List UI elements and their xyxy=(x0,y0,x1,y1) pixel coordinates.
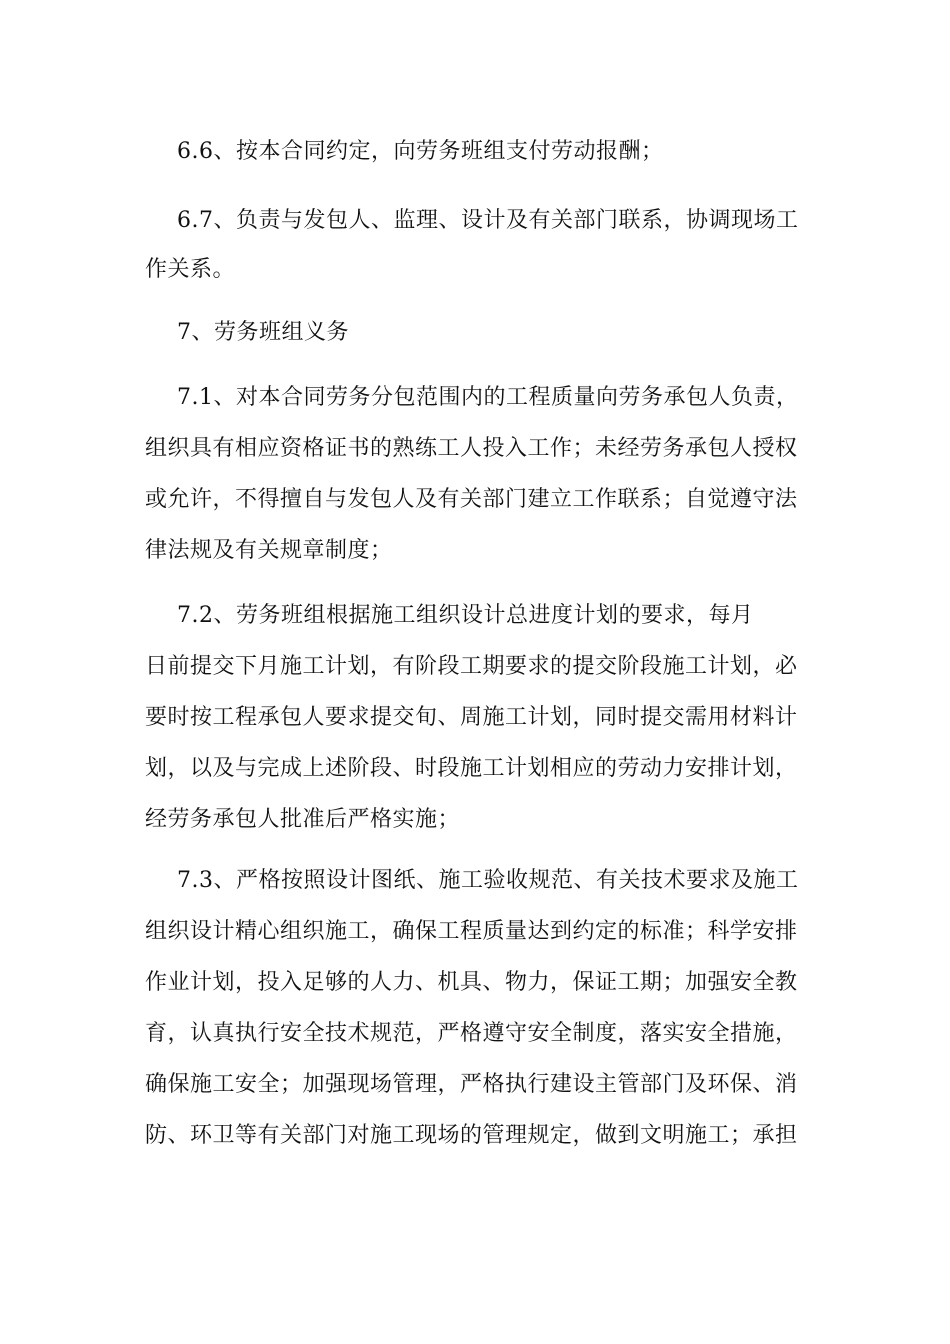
clause-7-1-line-2: 组织具有相应资格证书的熟练工人投入工作；未经劳务承包人授权 xyxy=(145,436,798,461)
clause-7-3-line-2: 组织设计精心组织施工，确保工程质量达到约定的标准；科学安排 xyxy=(145,919,798,944)
clause-7-3-line-6: 防、环卫等有关部门对施工现场的管理规定，做到文明施工；承担 xyxy=(145,1123,798,1148)
clause-7-2-line-2: 日前提交下月施工计划，有阶段工期要求的提交阶段施工计划，必 xyxy=(145,654,798,679)
clause-7-2-line-4: 划，以及与完成上述阶段、时段施工计划相应的劳动力安排计划， xyxy=(145,756,798,781)
clause-6-6-line-1: 6.6、按本合同约定，向劳务班组支付劳动报酬； xyxy=(177,139,664,164)
clause-7-3-line-5: 确保施工安全；加强现场管理，严格执行建设主管部门及环保、消 xyxy=(145,1072,798,1097)
clause-7-2-line-1: 7.2、劳务班组根据施工组织设计总进度计划的要求，每月 xyxy=(177,603,754,628)
clause-6-7-line-1: 6.7、负责与发包人、监理、设计及有关部门联系，协调现场工 xyxy=(177,208,799,233)
section-7-heading: 7、劳务班组义务 xyxy=(177,320,349,345)
clause-7-1-line-1: 7.1、对本合同劳务分包范围内的工程质量向劳务承包人负责， xyxy=(177,385,799,410)
clause-7-1-line-4: 律法规及有关规章制度； xyxy=(145,538,393,563)
clause-7-1-line-3: 或允许，不得擅自与发包人及有关部门建立工作联系；自觉遵守法 xyxy=(145,487,798,512)
clause-6-7-line-2: 作关系。 xyxy=(145,257,236,282)
clause-7-3-line-4: 育，认真执行安全技术规范，严格遵守安全制度，落实安全措施， xyxy=(145,1021,798,1046)
clause-7-3-line-3: 作业计划，投入足够的人力、机具、物力，保证工期；加强安全教 xyxy=(145,970,798,995)
clause-7-2-line-3: 要时按工程承包人要求提交旬、周施工计划，同时提交需用材料计 xyxy=(145,705,798,730)
clause-7-3-line-1: 7.3、严格按照设计图纸、施工验收规范、有关技术要求及施工 xyxy=(177,868,799,893)
clause-7-2-line-5: 经劳务承包人批准后严格实施； xyxy=(145,807,461,832)
